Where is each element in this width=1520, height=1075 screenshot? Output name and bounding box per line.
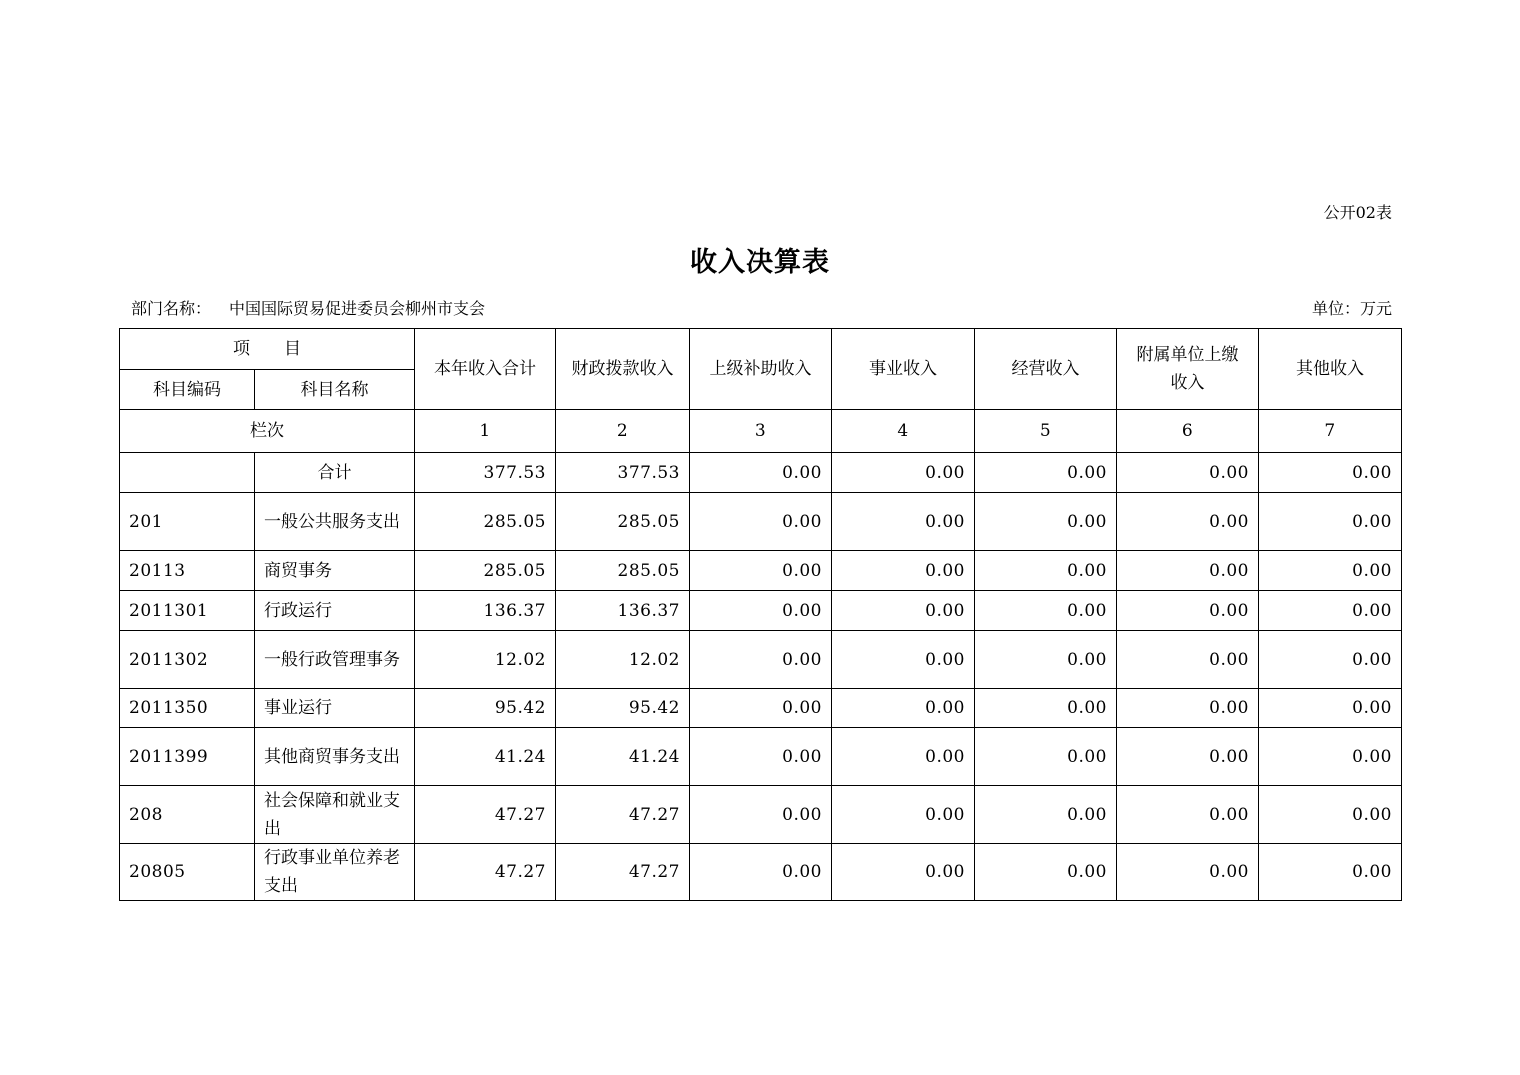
row-value: 0.00 xyxy=(1259,453,1402,493)
row-code: 20805 xyxy=(120,844,255,901)
row-value: 0.00 xyxy=(832,786,975,844)
row-value: 285.05 xyxy=(415,551,556,591)
row-value: 0.00 xyxy=(832,551,975,591)
row-value: 0.00 xyxy=(690,689,832,728)
row-value: 0.00 xyxy=(1117,551,1259,591)
row-value: 0.00 xyxy=(832,493,975,551)
row-value: 0.00 xyxy=(1259,551,1402,591)
table-row xyxy=(120,453,1402,493)
row-value: 377.53 xyxy=(415,453,556,493)
index-number: 5 xyxy=(975,410,1117,453)
row-name: 一般公共服务支出 xyxy=(255,493,415,551)
row-value: 0.00 xyxy=(1259,728,1402,786)
row-value: 41.24 xyxy=(415,728,556,786)
row-value: 0.00 xyxy=(832,844,975,901)
table-row xyxy=(120,591,1402,631)
row-value: 0.00 xyxy=(1117,786,1259,844)
row-value: 136.37 xyxy=(415,591,556,631)
row-value: 0.00 xyxy=(975,786,1117,844)
index-number: 1 xyxy=(415,410,556,453)
header-col-superior: 上级补助收入 xyxy=(690,329,832,410)
row-value: 0.00 xyxy=(690,728,832,786)
row-value: 95.42 xyxy=(556,689,690,728)
row-name: 其他商贸事务支出 xyxy=(255,728,415,786)
row-name: 合计 xyxy=(255,453,415,493)
row-value: 47.27 xyxy=(556,786,690,844)
row-name: 行政运行 xyxy=(255,591,415,631)
row-value: 377.53 xyxy=(556,453,690,493)
row-value: 0.00 xyxy=(975,453,1117,493)
header-col-affiliated: 附属单位上缴收入 xyxy=(1117,329,1259,410)
row-value: 285.05 xyxy=(415,493,556,551)
row-value: 0.00 xyxy=(1117,453,1259,493)
form-code: 公开02表 xyxy=(1323,203,1392,222)
row-value: 0.00 xyxy=(1117,689,1259,728)
row-value: 0.00 xyxy=(975,591,1117,631)
row-value: 0.00 xyxy=(1117,493,1259,551)
row-value: 47.27 xyxy=(415,786,556,844)
row-value: 0.00 xyxy=(832,689,975,728)
row-value: 0.00 xyxy=(1259,786,1402,844)
row-value: 0.00 xyxy=(975,728,1117,786)
row-value: 0.00 xyxy=(1117,631,1259,689)
department-label: 部门名称： xyxy=(131,299,212,318)
row-value: 0.00 xyxy=(1117,728,1259,786)
row-value: 0.00 xyxy=(1259,689,1402,728)
header-col-fiscal: 财政拨款收入 xyxy=(556,329,690,410)
row-code: 2011302 xyxy=(120,631,255,689)
row-value: 0.00 xyxy=(975,551,1117,591)
table-row xyxy=(120,844,1402,901)
table-row xyxy=(120,786,1402,844)
row-value: 0.00 xyxy=(690,493,832,551)
row-value: 0.00 xyxy=(1117,591,1259,631)
index-number: 6 xyxy=(1117,410,1259,453)
row-value: 47.27 xyxy=(415,844,556,901)
row-value: 12.02 xyxy=(556,631,690,689)
row-value: 0.00 xyxy=(1259,844,1402,901)
header-col-other: 其他收入 xyxy=(1259,329,1402,410)
row-value: 0.00 xyxy=(1117,844,1259,901)
row-code: 2011350 xyxy=(120,689,255,728)
table-row xyxy=(120,493,1402,551)
index-row xyxy=(120,410,1402,453)
row-code: 208 xyxy=(120,786,255,844)
row-code: 201 xyxy=(120,493,255,551)
row-value: 0.00 xyxy=(832,631,975,689)
header-name: 科目名称 xyxy=(255,370,415,410)
row-value: 0.00 xyxy=(1259,493,1402,551)
header-col-operation: 经营收入 xyxy=(975,329,1117,410)
row-value: 0.00 xyxy=(690,591,832,631)
row-value: 95.42 xyxy=(415,689,556,728)
table-row xyxy=(120,689,1402,728)
row-name: 商贸事务 xyxy=(255,551,415,591)
row-value: 136.37 xyxy=(556,591,690,631)
page-title: 收入决算表 xyxy=(690,247,830,278)
index-number: 2 xyxy=(556,410,690,453)
header-code: 科目编码 xyxy=(120,370,255,410)
row-code: 2011399 xyxy=(120,728,255,786)
header-col-business: 事业收入 xyxy=(832,329,975,410)
row-value: 0.00 xyxy=(832,728,975,786)
row-value: 285.05 xyxy=(556,551,690,591)
index-number: 7 xyxy=(1259,410,1402,453)
header-col-total: 本年收入合计 xyxy=(415,329,556,410)
row-value: 0.00 xyxy=(690,551,832,591)
row-value: 47.27 xyxy=(556,844,690,901)
row-value: 0.00 xyxy=(975,493,1117,551)
row-value: 0.00 xyxy=(690,786,832,844)
row-value: 0.00 xyxy=(975,689,1117,728)
row-name: 行政事业单位养老支出 xyxy=(255,844,415,901)
table-row xyxy=(120,631,1402,689)
row-code xyxy=(120,453,255,493)
index-number: 3 xyxy=(690,410,832,453)
row-code: 20113 xyxy=(120,551,255,591)
row-value: 0.00 xyxy=(690,453,832,493)
row-name: 社会保障和就业支出 xyxy=(255,786,415,844)
table-body xyxy=(120,329,1402,901)
row-value: 0.00 xyxy=(975,844,1117,901)
row-value: 285.05 xyxy=(556,493,690,551)
header-row-1 xyxy=(120,329,1402,370)
row-name: 事业运行 xyxy=(255,689,415,728)
department-name: 中国国际贸易促进委员会柳州市支会 xyxy=(229,299,486,318)
row-value: 0.00 xyxy=(975,631,1117,689)
header-item: 项 目 xyxy=(120,329,415,370)
unit-label: 单位：万元 xyxy=(1311,299,1392,318)
table-row xyxy=(120,728,1402,786)
row-value: 0.00 xyxy=(832,591,975,631)
row-value: 12.02 xyxy=(415,631,556,689)
table-row xyxy=(120,551,1402,591)
row-name: 一般行政管理事务 xyxy=(255,631,415,689)
row-value: 0.00 xyxy=(1259,631,1402,689)
index-label: 栏次 xyxy=(120,410,415,453)
row-value: 0.00 xyxy=(832,453,975,493)
department-line xyxy=(131,296,485,319)
income-table xyxy=(119,328,1402,901)
row-value: 0.00 xyxy=(690,631,832,689)
row-value: 0.00 xyxy=(1259,591,1402,631)
row-value: 41.24 xyxy=(556,728,690,786)
row-value: 0.00 xyxy=(690,844,832,901)
row-code: 2011301 xyxy=(120,591,255,631)
index-number: 4 xyxy=(832,410,975,453)
